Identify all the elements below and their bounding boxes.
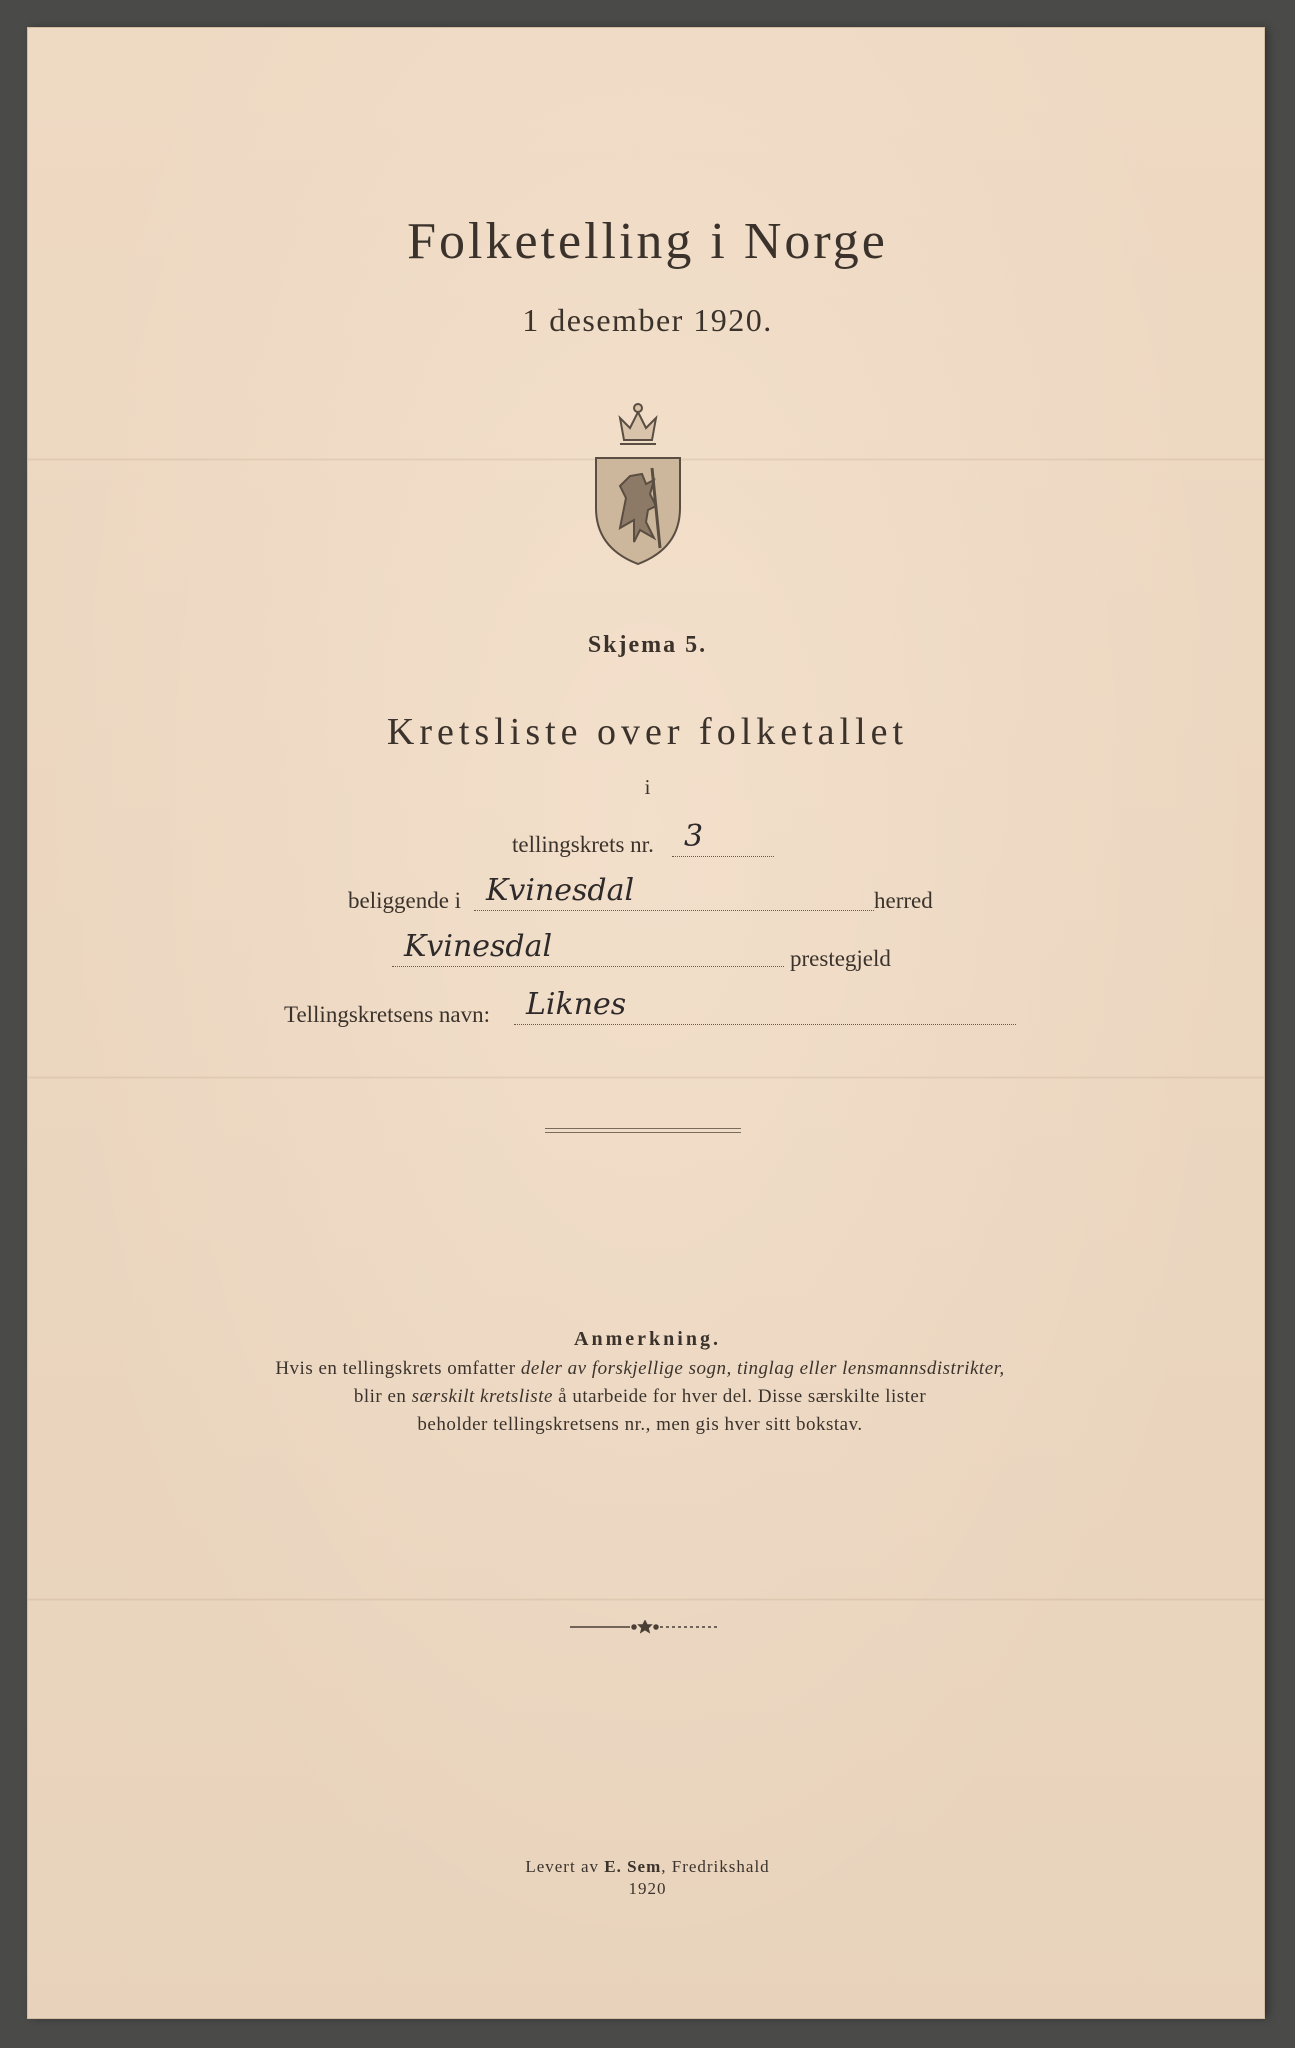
divider — [545, 1128, 741, 1133]
tellingskrets-label: tellingskrets nr. — [512, 832, 654, 857]
beliggende-label: beliggende i — [348, 888, 462, 913]
note-line1-start: Hvis en tellingskrets omfatter — [275, 1358, 521, 1379]
page-title: Folketelling i Norge — [407, 213, 888, 270]
norwegian-coat-of-arms-icon — [590, 398, 686, 568]
printer-prefix: Levert av — [525, 1857, 605, 1876]
printer-suffix: , Fredrikshald — [661, 1857, 770, 1876]
kretsnavn-label: Tellingskretsens navn: — [284, 1002, 490, 1027]
connector-text: i — [644, 775, 651, 799]
kretsnavn-field[interactable]: Liknes — [514, 990, 1016, 1025]
note-line2-end: å utarbeide for hver del. Disse særskilte lister — [552, 1386, 927, 1407]
herred-label: herred — [874, 888, 933, 913]
schema-number: Skjema 5. — [587, 632, 708, 658]
note-line2-italic: særskilt kretsliste — [411, 1386, 553, 1407]
note-line2-start: blir en — [353, 1386, 412, 1407]
printer-name: E. Sem — [604, 1857, 662, 1876]
paper-fold-line — [28, 1076, 1264, 1079]
note-heading: Anmerkning. — [574, 1328, 721, 1350]
printer-year: 1920 — [628, 1879, 667, 1898]
prestegjeld-label: prestegjeld — [790, 946, 891, 971]
note-text — [140, 1355, 1140, 1439]
form-heading: Kretsliste over folketallet — [386, 711, 909, 753]
note-line1-italic: deler av forskjellige sogn, tinglag eller lensmannsdistrikter, — [520, 1358, 1005, 1379]
ornament-divider-icon — [570, 1620, 720, 1634]
paper-fold-line — [28, 1598, 1264, 1601]
prestegjeld-field[interactable]: Kvinesdal — [392, 932, 784, 967]
printer-credit — [0, 1856, 1295, 1900]
herred-field[interactable]: Kvinesdal — [474, 876, 874, 911]
census-date: 1 desember 1920. — [522, 302, 773, 338]
tellingskrets-field[interactable]: 3 — [672, 822, 774, 857]
note-line3: beholder tellingskretsens nr., men gis hver sitt bokstav. — [417, 1414, 863, 1435]
